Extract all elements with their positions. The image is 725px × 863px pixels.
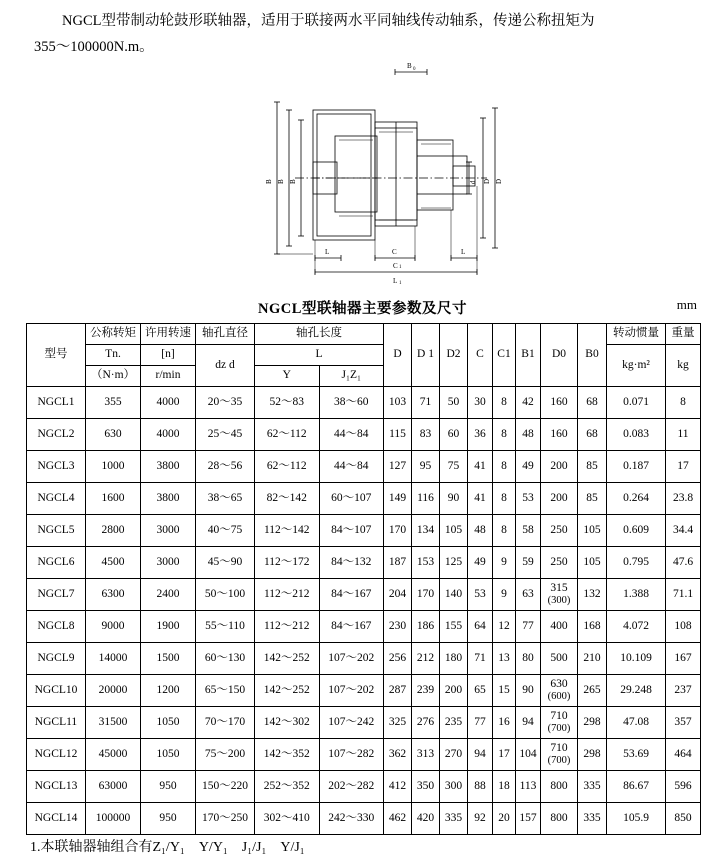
cell-C: 64 [468,611,493,643]
cell-C1: 9 [493,547,516,579]
cell-I: 1.388 [607,579,666,611]
cell-I: 0.795 [607,547,666,579]
cell-D2: 105 [440,515,468,547]
cell-B1: 53 [516,483,541,515]
cell-C: 41 [468,483,493,515]
cell-Y: 112～142 [255,515,320,547]
cell-D2: 140 [440,579,468,611]
cell-B1: 104 [516,739,541,771]
intro-line-2: 355～100000N.m。 [34,39,154,55]
cell-D: 256 [384,643,412,675]
svg-text:L: L [393,277,398,285]
table-body [27,387,701,835]
th-speed-symbol: [n] [141,345,196,366]
cell-J: 44～84 [319,419,384,451]
cell-D0: 160 [541,419,578,451]
cell-C1: 8 [493,451,516,483]
coupling-technical-drawing [255,62,520,287]
table-row [27,387,701,419]
cell-D0: 800 [541,771,578,803]
svg-text:B: B [407,62,412,70]
cell-model: NGCL13 [27,771,86,803]
th-bore-diameter-symbol: dz d [196,345,255,387]
cell-Tn: 45000 [86,739,141,771]
cell-n: 1500 [141,643,196,675]
cell-n: 3000 [141,515,196,547]
cell-n: 3800 [141,483,196,515]
cell-B1: 157 [516,803,541,835]
cell-C: 53 [468,579,493,611]
table-row [27,675,701,707]
unit-label: mm [676,297,697,312]
cell-B0: 68 [578,419,607,451]
cell-D: 362 [384,739,412,771]
cell-n: 1900 [141,611,196,643]
cell-model: NGCL5 [27,515,86,547]
cell-Tn: 31500 [86,707,141,739]
th-C: C [468,324,493,387]
cell-Tn: 20000 [86,675,141,707]
th-D0: D0 [541,324,578,387]
cell-D: 187 [384,547,412,579]
cell-I: 0.187 [607,451,666,483]
cell-I: 0.083 [607,419,666,451]
cell-B0: 132 [578,579,607,611]
cell-B0: 335 [578,771,607,803]
cell-D2: 75 [440,451,468,483]
cell-Tn: 9000 [86,611,141,643]
cell-C: 36 [468,419,493,451]
cell-n: 950 [141,803,196,835]
cell-D: 230 [384,611,412,643]
cell-model: NGCL7 [27,579,86,611]
th-bore-length-J1Z1: J₁Z₁ [319,366,384,387]
cell-dz: 50～100 [196,579,255,611]
cell-B1: 77 [516,611,541,643]
cell-D2: 270 [440,739,468,771]
th-inertia: 转动惯量 [607,324,666,345]
cell-Tn: 100000 [86,803,141,835]
cell-I: 10.109 [607,643,666,675]
table-row [27,451,701,483]
cell-D0: 315 (300) [541,579,578,611]
cell-D: 204 [384,579,412,611]
cell-D1: 420 [412,803,440,835]
cell-I: 53.69 [607,739,666,771]
cell-C1: 12 [493,611,516,643]
cell-I: 105.9 [607,803,666,835]
cell-J: 84～132 [319,547,384,579]
cell-J: 242～330 [319,803,384,835]
cell-D1: 116 [412,483,440,515]
cell-C: 92 [468,803,493,835]
th-B1: B1 [516,324,541,387]
svg-text:B: B [277,179,285,184]
cell-dz: 170～250 [196,803,255,835]
cell-D: 127 [384,451,412,483]
cell-D: 462 [384,803,412,835]
table-head [27,324,701,387]
cell-B1: 58 [516,515,541,547]
cell-B0: 265 [578,675,607,707]
th-D2: D2 [440,324,468,387]
cell-Y: 62～112 [255,451,320,483]
cell-D1: 186 [412,611,440,643]
cell-W: 34.4 [666,515,701,547]
cell-W: 47.6 [666,547,701,579]
th-weight: 重量 [666,324,701,345]
cell-D1: 71 [412,387,440,419]
svg-text:C: C [393,262,398,270]
cell-model: NGCL3 [27,451,86,483]
cell-J: 107～282 [319,739,384,771]
cell-C1: 20 [493,803,516,835]
cell-W: 237 [666,675,701,707]
cell-D2: 335 [440,803,468,835]
cell-W: 8 [666,387,701,419]
cell-C: 77 [468,707,493,739]
cell-D1: 170 [412,579,440,611]
cell-D2: 60 [440,419,468,451]
cell-C1: 9 [493,579,516,611]
cell-C: 48 [468,515,493,547]
cell-D: 287 [384,675,412,707]
cell-dz: 25～45 [196,419,255,451]
cell-Tn: 6300 [86,579,141,611]
cell-B0: 168 [578,611,607,643]
cell-Y: 142～252 [255,643,320,675]
svg-text:L: L [325,248,330,256]
table-row [27,547,701,579]
th-bore-length-symbol: L [255,345,384,366]
cell-W: 167 [666,643,701,675]
cell-B1: 59 [516,547,541,579]
cell-Tn: 63000 [86,771,141,803]
cell-n: 4000 [141,387,196,419]
cell-Tn: 355 [86,387,141,419]
svg-text:B: B [265,179,273,184]
cell-n: 1200 [141,675,196,707]
table-caption: NGCL型联轴器主要参数及尺寸 [258,301,467,317]
table-row [27,739,701,771]
cell-B1: 63 [516,579,541,611]
cell-model: NGCL4 [27,483,86,515]
th-bore-diameter: 轴孔直径 [196,324,255,345]
th-speed: 许用转速 [141,324,196,345]
th-bore-length: 轴孔长度 [255,324,384,345]
svg-text:1: 1 [399,281,402,286]
cell-C1: 15 [493,675,516,707]
cell-n: 1050 [141,739,196,771]
intro-line-1: NGCL型带制动轮鼓形联轴器，适用于联接两水平同轴线传动轴系，传递公称扭矩为 [62,13,595,29]
th-model: 型号 [27,324,86,387]
cell-n: 950 [141,771,196,803]
cell-D0: 200 [541,451,578,483]
table-header-row-1 [27,324,701,345]
cell-I: 47.08 [607,707,666,739]
svg-text:C: C [392,248,397,256]
table-row [27,579,701,611]
cell-D1: 95 [412,451,440,483]
cell-C: 71 [468,643,493,675]
cell-C: 65 [468,675,493,707]
cell-J: 202～282 [319,771,384,803]
cell-W: 596 [666,771,701,803]
cell-D1: 153 [412,547,440,579]
cell-B1: 113 [516,771,541,803]
cell-Tn: 1000 [86,451,141,483]
cell-I: 0.609 [607,515,666,547]
cell-B0: 210 [578,643,607,675]
cell-D2: 155 [440,611,468,643]
cell-Tn: 1600 [86,483,141,515]
cell-W: 23.8 [666,483,701,515]
cell-C: 41 [468,451,493,483]
cell-W: 71.1 [666,579,701,611]
cell-dz: 75～200 [196,739,255,771]
cell-Y: 112～172 [255,547,320,579]
table-row [27,419,701,451]
cell-Y: 142～252 [255,675,320,707]
cell-dz: 45～90 [196,547,255,579]
cell-D2: 300 [440,771,468,803]
cell-model: NGCL6 [27,547,86,579]
cell-B1: 49 [516,451,541,483]
spec-table-wrapper [26,323,701,835]
cell-D2: 200 [440,675,468,707]
cell-dz: 38～65 [196,483,255,515]
cell-Y: 142～352 [255,739,320,771]
cell-n: 1050 [141,707,196,739]
cell-dz: 70～170 [196,707,255,739]
cell-D1: 350 [412,771,440,803]
cell-Y: 302～410 [255,803,320,835]
cell-Y: 52～83 [255,387,320,419]
cell-D0: 250 [541,547,578,579]
spec-table [26,323,701,835]
cell-D0: 800 [541,803,578,835]
cell-model: NGCL12 [27,739,86,771]
cell-D1: 239 [412,675,440,707]
th-D1: D 1 [412,324,440,387]
cell-W: 464 [666,739,701,771]
cell-C1: 8 [493,387,516,419]
cell-Y: 142～302 [255,707,320,739]
cell-model: NGCL1 [27,387,86,419]
cell-D0: 400 [541,611,578,643]
cell-D: 170 [384,515,412,547]
cell-Tn: 630 [86,419,141,451]
cell-B1: 90 [516,675,541,707]
cell-W: 850 [666,803,701,835]
cell-J: 44～84 [319,451,384,483]
cell-D0: 710 (700) [541,707,578,739]
cell-B0: 85 [578,483,607,515]
cell-D: 115 [384,419,412,451]
cell-B0: 298 [578,707,607,739]
svg-text:B: B [289,179,297,184]
cell-B0: 105 [578,547,607,579]
cell-model: NGCL2 [27,419,86,451]
cell-D1: 212 [412,643,440,675]
cell-J: 84～167 [319,611,384,643]
cell-B1: 42 [516,387,541,419]
cell-W: 108 [666,611,701,643]
cell-C: 94 [468,739,493,771]
cell-D0: 500 [541,643,578,675]
cell-model: NGCL8 [27,611,86,643]
cell-B0: 335 [578,803,607,835]
cell-Tn: 2800 [86,515,141,547]
cell-I: 0.071 [607,387,666,419]
cell-C1: 8 [493,515,516,547]
table-row [27,611,701,643]
cell-D2: 90 [440,483,468,515]
cell-W: 11 [666,419,701,451]
svg-text:D: D [495,178,503,184]
cell-D2: 125 [440,547,468,579]
th-weight-unit: kg [666,345,701,387]
cell-D1: 134 [412,515,440,547]
table-row [27,707,701,739]
cell-Y: 112～212 [255,611,320,643]
cell-D: 325 [384,707,412,739]
cell-J: 107～202 [319,675,384,707]
cell-n: 3800 [141,451,196,483]
cell-D2: 180 [440,643,468,675]
cell-I: 86.67 [607,771,666,803]
cell-dz: 65～150 [196,675,255,707]
cell-model: NGCL14 [27,803,86,835]
cell-D0: 160 [541,387,578,419]
cell-C1: 17 [493,739,516,771]
cell-D1: 313 [412,739,440,771]
cell-model: NGCL9 [27,643,86,675]
cell-D: 412 [384,771,412,803]
cell-C: 49 [468,547,493,579]
cell-dz: 150～220 [196,771,255,803]
cell-model: NGCL10 [27,675,86,707]
intro-paragraph [34,8,694,60]
cell-D2: 235 [440,707,468,739]
table-row [27,483,701,515]
cell-J: 60～107 [319,483,384,515]
svg-text:D: D [483,178,491,184]
th-bore-length-Y: Y [255,366,320,387]
cell-I: 29.248 [607,675,666,707]
cell-J: 107～242 [319,707,384,739]
cell-Y: 62～112 [255,419,320,451]
th-torque: 公称转矩 [86,324,141,345]
cell-D1: 83 [412,419,440,451]
cell-J: 84～107 [319,515,384,547]
cell-B0: 85 [578,451,607,483]
cell-B1: 80 [516,643,541,675]
cell-W: 17 [666,451,701,483]
footer-note: 1.本联轴器轴组合有Z₁/Y₁ Y/Y₁ J₁/J₁ Y/J₁ [30,840,305,855]
cell-Y: 112～212 [255,579,320,611]
cell-I: 0.264 [607,483,666,515]
cell-D0: 250 [541,515,578,547]
cell-B0: 298 [578,739,607,771]
cell-D: 103 [384,387,412,419]
cell-Tn: 14000 [86,643,141,675]
th-B0: B0 [578,324,607,387]
cell-dz: 40～75 [196,515,255,547]
svg-text:1: 1 [399,265,402,270]
cell-D0: 710 (700) [541,739,578,771]
table-row [27,803,701,835]
cell-J: 107～202 [319,643,384,675]
cell-W: 357 [666,707,701,739]
cell-n: 3000 [141,547,196,579]
cell-B0: 105 [578,515,607,547]
svg-text:0: 0 [413,67,416,72]
cell-C1: 18 [493,771,516,803]
cell-n: 2400 [141,579,196,611]
cell-D: 149 [384,483,412,515]
cell-dz: 60～130 [196,643,255,675]
th-inertia-unit: kg·m² [607,345,666,387]
th-D: D [384,324,412,387]
cell-B1: 94 [516,707,541,739]
svg-text:L: L [461,248,466,256]
cell-I: 4.072 [607,611,666,643]
cell-C1: 8 [493,483,516,515]
cell-D2: 50 [440,387,468,419]
th-speed-unit: r/min [141,366,196,387]
cell-n: 4000 [141,419,196,451]
cell-J: 84～167 [319,579,384,611]
cell-B0: 68 [578,387,607,419]
cell-C1: 16 [493,707,516,739]
cell-C1: 13 [493,643,516,675]
cell-D0: 200 [541,483,578,515]
th-torque-symbol: Tn. [86,345,141,366]
table-row [27,771,701,803]
th-C1: C1 [493,324,516,387]
cell-D1: 276 [412,707,440,739]
table-row [27,643,701,675]
cell-Tn: 4500 [86,547,141,579]
cell-Y: 252～352 [255,771,320,803]
cell-C1: 8 [493,419,516,451]
table-row [27,515,701,547]
cell-C: 88 [468,771,493,803]
cell-B1: 48 [516,419,541,451]
cell-D0: 630 (600) [541,675,578,707]
th-torque-unit: （N·m） [86,366,141,387]
cell-Y: 82～142 [255,483,320,515]
cell-dz: 55～110 [196,611,255,643]
cell-dz: 20～35 [196,387,255,419]
cell-J: 38～60 [319,387,384,419]
cell-dz: 28～56 [196,451,255,483]
cell-model: NGCL11 [27,707,86,739]
svg-text:d: d [469,180,477,184]
cell-C: 30 [468,387,493,419]
